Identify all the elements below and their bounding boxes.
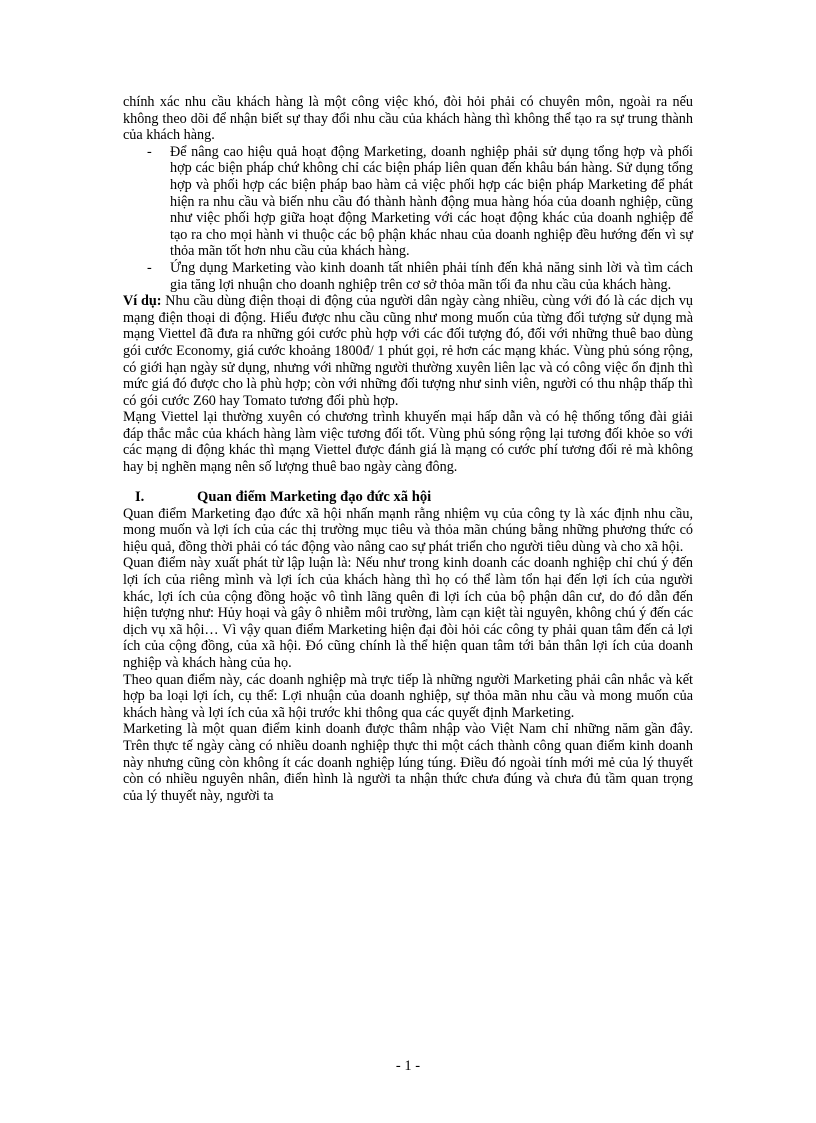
paragraph-section-2: Quan điểm này xuất phát từ lập luận là: Nếu như trong kinh doanh các doanh nghiệp chỉ chú ý đến lợi ích của riêng mình và lợi ích của khách hàng thì họ có thể làm tổn hại đến lợi ích của người khác, lợi ích của cộng đồng hoặc vô tình lãng quên đi lợi ích của bộ phận dân cư, do đó dẫn đến hiện tượng như: Hủy hoại và gây ô nhiễm môi trường, làm cạn kiệt tài nguyên, không chú ý đến các dịch vụ xã hội… Vì vậy quan điểm Marketing hiện đại đòi hỏi các công ty phải quan tâm đến cả lợi ích của cộng đồng, của xã hội. Đó cũng chính là thể hiện quan tâm tới bản thân lợi ích của doanh nghiệp và khách hàng của họ. [123,555,693,671]
bullet-dash: - [147,259,152,276]
section-number: I. [135,488,145,505]
page-number: - 1 - [395,1058,421,1074]
paragraph-section-1: Quan điểm Marketing đạo đức xã hội nhấn mạnh rằng nhiệm vụ của công ty là xác định nhu cầu, mong muốn và lợi ích của các thị trường mục tiêu và thỏa mãn chúng bằng những phương thức có hiệu quả, đồng thời phải có tác động vào nâng cao sự phát triển cho người tiêu dùng và cho xã hội. [123,505,693,555]
section-heading [123,488,693,506]
paragraph-viettel: Mạng Viettel lại thường xuyên có chương trình khuyến mại hấp dẫn và có hệ thống tổng đài giải đáp thắc mắc của khách hàng làm việc tương đối tốt. Vùng phủ sóng rộng lại tương đối khỏe so với các mạng di động khác thì mạng Viettel được đánh giá là mạng có cước phí tương đối rẻ mà không hay bị nghẽn mạng nên số lượng thuê bao ngày càng đông. [123,409,693,476]
section-title: Quan điểm Marketing đạo đức xã hội [197,488,432,505]
paragraph-intro: chính xác nhu cầu khách hàng là một công việc khó, đòi hỏi phải có chuyên môn, ngoài ra nếu không theo dõi để nhận biết sự thay đổi nhu cầu của khách hàng thì không thể tạo ra sự trung thành của khách hàng. [123,94,693,144]
paragraph-section-3: Theo quan điểm này, các doanh nghiệp mà trực tiếp là những người Marketing phải cân nhắc và kết hợp ba loại lợi ích, cụ thể: Lợi nhuận của doanh nghiệp, sự thỏa mãn nhu cầu và mong muốn của khách hàng và lợi ích của xã hội trước khi thông qua các quyết định Marketing. [123,671,693,721]
bullet-dash: - [147,143,152,160]
document-page [123,94,693,804]
paragraph-section-4: Marketing là một quan điểm kinh doanh được thâm nhập vào Việt Nam chỉ những năm gần đây. Trên thực tế ngày càng có nhiều doanh nghiệp thực thi một cách thành công quan điểm kinh doanh này nhưng cũng còn không ít các doanh nghiệp lúng túng. Điều đó ngoài tính mới mẻ của lý thuyết còn có nhiều nguyên nhân, điển hình là người ta nhận thức chưa đúng và chưa đủ tầm quan trọng của lý thuyết này, người ta [123,721,693,804]
bullet-text: Ứng dụng Marketing vào kinh doanh tất nhiên phải tính đến khả năng sinh lời và tìm cách gia tăng lợi nhuận cho doanh nghiệp trên cơ sở thỏa mãn tối đa nhu cầu của khách hàng. [170,259,693,293]
example-label: Ví dụ: [123,293,162,310]
example-text: Nhu cầu dùng điện thoại di động của người dân ngày càng nhiều, cùng với đó là các dịch vụ mạng điện thoại di động. Hiểu được nhu cầu cũng như mong muốn của từng đối tượng sử dụng mà mạng Viettel đã đưa ra những gói cước phù hợp với các đối tượng đó, đối với những thuê bao dùng gói cước Economy, giá cước khoảng 1800đ/ 1 phút gọi, rẻ hơn các mạng khác. Vùng phủ sóng rộng, có giới hạn ngày sử dụng, nhưng với những người thường xuyên liên lạc và có công việc ổn định thì mức giá đó được cho là phù hợp; còn với những đối tượng như sinh viên, người có thu nhập thấp thì có gói cước Z60 hay Tomato tương đối phù hợp. [123,293,694,409]
paragraph-example [123,293,693,409]
bullet-item-profit [123,260,693,293]
bullet-text: Để nâng cao hiệu quả hoạt động Marketing, doanh nghiệp phải sử dụng tổng hợp và phối hợp các biện pháp chứ không chỉ các biện pháp liên quan đến khâu bán hàng. Sử dụng tổng hợp và phối hợp các biện pháp bao hàm cả việc phối hợp các biện pháp Marketing để phát hiện ra nhu cầu và biến nhu cầu đó thành hành động mua hàng hóa của doanh nghiệp, cũng như việc phối hợp giữa hoạt động Marketing với các hoạt động khác của doanh nghiệp để tạo ra cho mọi hành vi thuộc các bộ phận khác nhau của doanh nghiệp đều hướng đến vì sự thỏa mãn tốt hơn nhu cầu của khách hàng. [170,143,693,260]
bullet-item-marketing-efficiency [123,144,693,260]
